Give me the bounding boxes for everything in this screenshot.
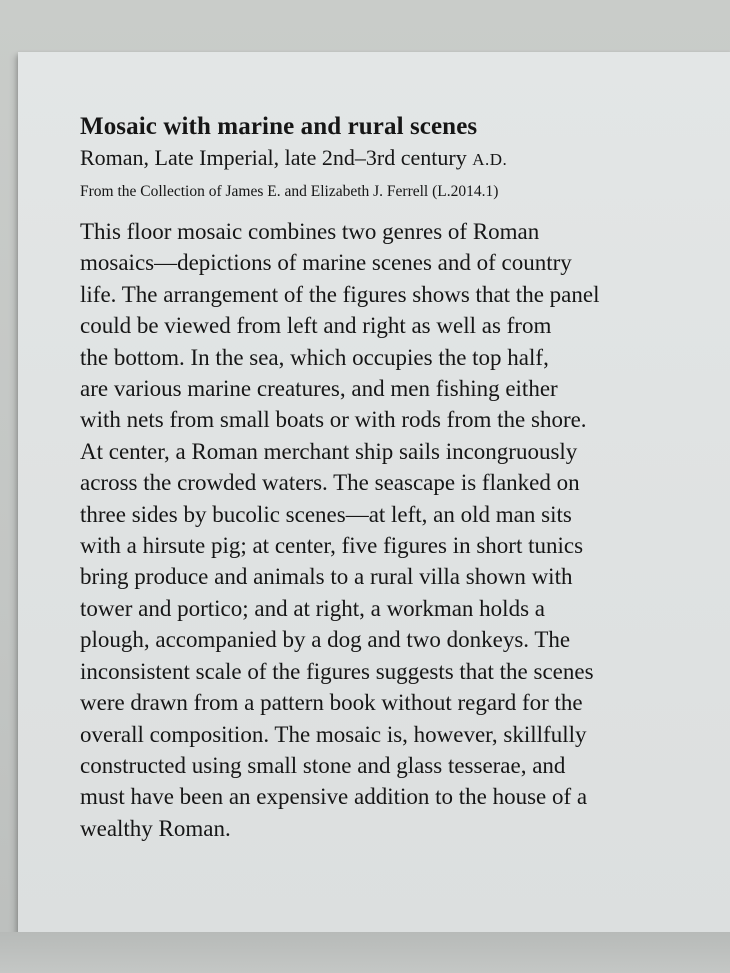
description-line: with nets from small boats or with rods from the shore. <box>80 407 587 433</box>
description-line: across the crowded waters. The seascape is flanked on <box>80 470 580 496</box>
description-line: At center, a Roman merchant ship sails incongruously <box>80 438 578 464</box>
description-line: inconsistent scale of the figures suggests that the scenes <box>80 658 594 684</box>
description-line: bring produce and animals to a rural villa shown with <box>80 564 573 590</box>
description-line: with a hirsute pig; at center, five figures in short tunics <box>80 533 584 559</box>
description-line: plough, accompanied by a dog and two donkeys. The <box>80 627 571 653</box>
description-line: mosaics—depictions of marine scenes and of country <box>80 250 572 276</box>
description-line: constructed using small stone and glass tesserae, and <box>80 752 566 778</box>
description-line: overall composition. The mosaic is, however, skillfully <box>80 721 587 747</box>
description-line: could be viewed from left and right as well as from <box>80 313 552 339</box>
placard-content <box>80 112 680 844</box>
description-text <box>80 216 680 844</box>
description-line: are various marine creatures, and men fishing either <box>80 376 558 402</box>
description-line: This floor mosaic combines two genres of Roman <box>80 219 540 244</box>
artwork-title: Mosaic with marine and rural scenes <box>80 113 478 140</box>
wall-below-placard <box>0 932 730 973</box>
description-line: wealthy Roman. <box>80 815 231 841</box>
description-line: tower and portico; and at right, a workman holds a <box>80 595 545 621</box>
collection-credit: From the Collection of James E. and Elizabeth J. Ferrell (L.2014.1) <box>80 183 499 200</box>
description-line: were drawn from a pattern book without regard for the <box>80 690 583 716</box>
artwork-period: Roman, Late Imperial, late 2nd–3rd century <box>80 145 467 170</box>
description-line: life. The arrangement of the figures shows that the panel <box>80 281 600 307</box>
description-line: the bottom. In the sea, which occupies the top half, <box>80 344 549 370</box>
description-line: three sides by bucolic scenes—at left, an old man sits <box>80 501 572 527</box>
museum-placard <box>18 52 730 932</box>
artwork-date-line <box>80 144 680 174</box>
artwork-era: A.D. <box>472 150 508 169</box>
description-line: must have been an expensive addition to the house of a <box>80 784 588 810</box>
